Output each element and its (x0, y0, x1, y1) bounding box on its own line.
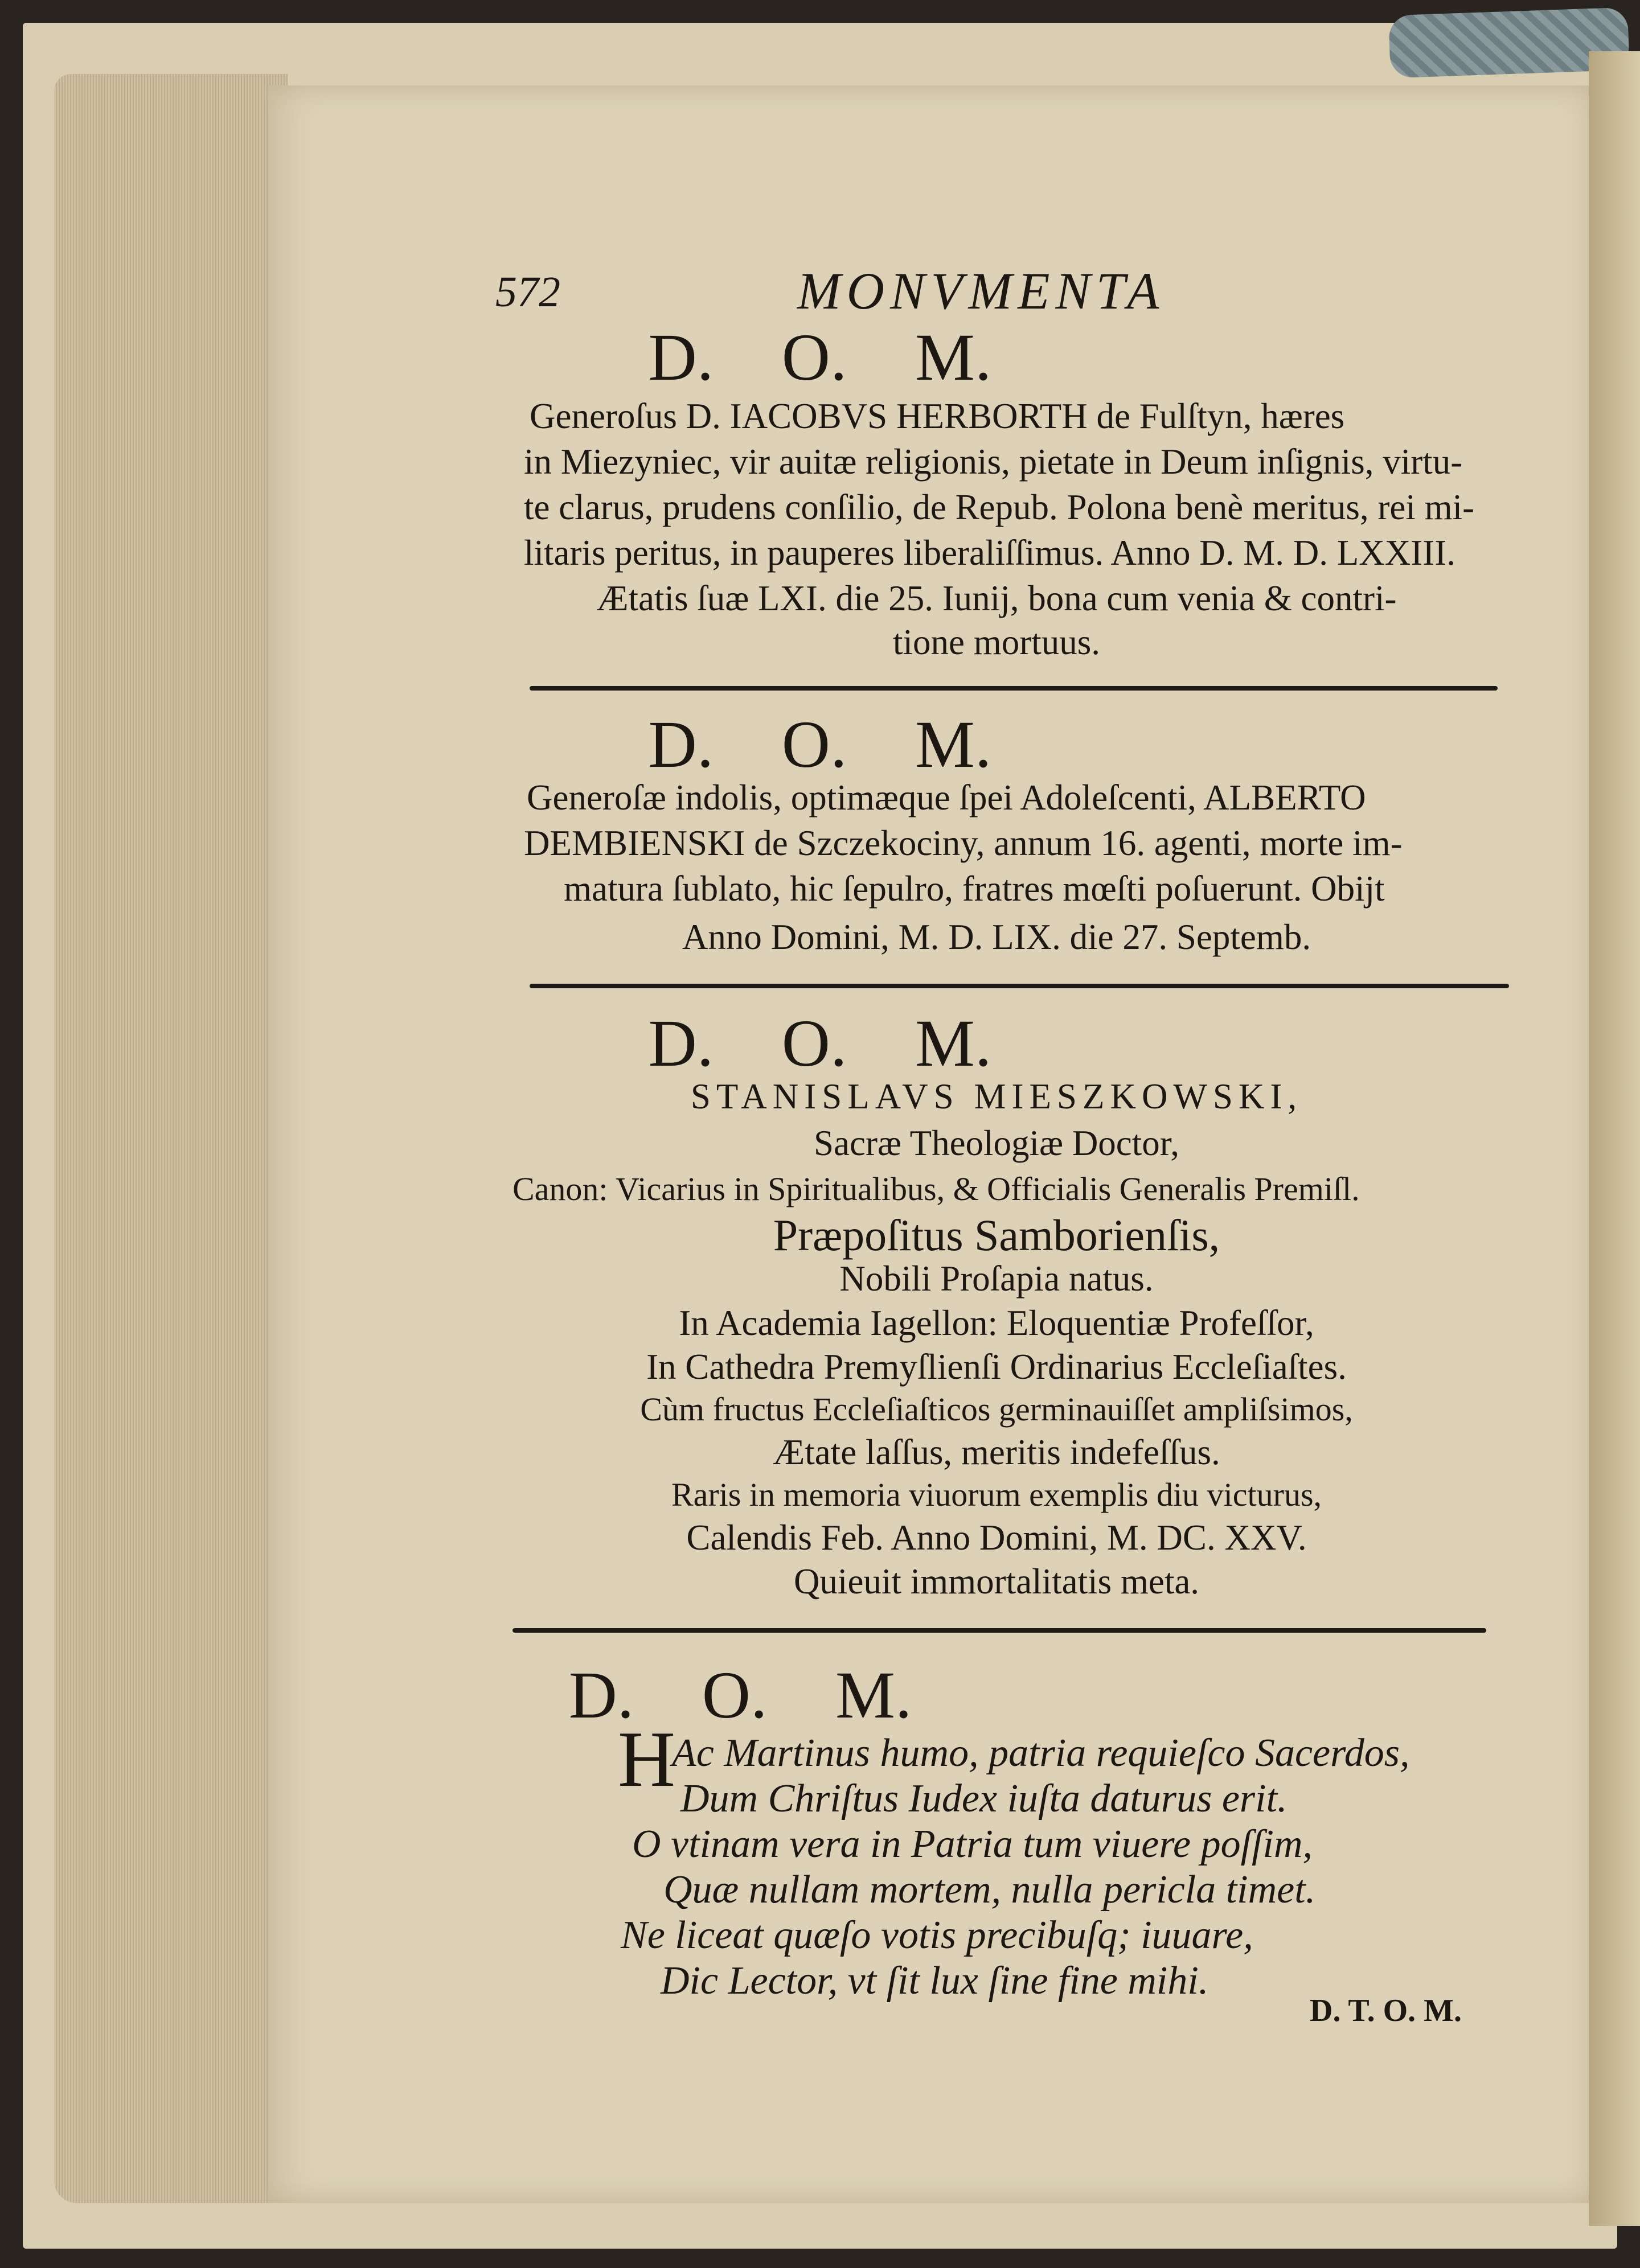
inscription-1-line-6: tione mortuus. (893, 622, 1100, 662)
inscription-1-heading: D. O. M. (648, 320, 992, 395)
inscription-3-line-7: In Cathedra Premyſlienſi Ordinarius Eccleſiaſtes. (646, 1347, 1347, 1387)
poem-line-6: Dic Lector, vt ſit lux ſine fine mihi. (661, 1959, 1209, 2003)
inscription-3-line-5: Nobili Proſapia natus. (839, 1259, 1154, 1299)
poem-line-4: Quæ nullam mortem, nulla pericla timet. (663, 1868, 1316, 1912)
poem-line-2: Dum Chriſtus Iudex iuſta daturus erit. (680, 1777, 1288, 1821)
inscription-3-line-1: STANISLAVS MIESZKOWSKI, (690, 1077, 1303, 1116)
inscription-3-line-4: Præpoſitus Samborienſis, (773, 1210, 1220, 1260)
inscription-3-line-9: Ætate laſſus, meritis indefeſſus. (773, 1432, 1220, 1472)
inscription-3-line-3: Canon: Vicarius in Spiritualibus, & Officialis Generalis Premiſl. (512, 1170, 1360, 1207)
divider-rule (530, 984, 1509, 988)
poem-line-5: Ne liceat quæſo votis precibuſq; iuuare, (621, 1913, 1253, 1957)
inscription-4-heading: D. O. M. (568, 1658, 912, 1732)
inscription-1-line-4: litaris peritus, in pauperes liberaliſſimus. Anno D. M. D. LXXIII. (524, 533, 1456, 573)
inscription-2-line-2: DEMBIENSKI de Szczekociny, annum 16. agenti, morte im- (524, 823, 1403, 863)
inscription-2-heading: D. O. M. (648, 707, 992, 782)
drop-cap-initial: H (618, 1715, 676, 1803)
inscription-3-line-10: Raris in memoria viuorum exemplis diu victurus, (671, 1476, 1322, 1513)
inscription-3-line-12: Quieuit immortalitatis meta. (793, 1562, 1200, 1601)
poem-line-1: Ac Martinus humo, patria requieſco Sacerdos, (672, 1731, 1410, 1775)
inscription-3-line-6: In Academia Iagellon: Eloquentiæ Profeſſor, (679, 1303, 1314, 1343)
catchword: D. T. O. M. (1310, 1993, 1462, 2028)
divider-rule (512, 1628, 1486, 1633)
divider-rule (530, 686, 1498, 691)
inscription-3-heading: D. O. M. (648, 1006, 992, 1080)
page-number: 572 (495, 268, 560, 316)
inscription-2-line-4: Anno Domini, M. D. LIX. die 27. Septemb. (682, 917, 1311, 957)
inscription-1-line-3: te clarus, prudens conſilio, de Repub. Polona benè meritus, rei mi- (524, 487, 1475, 527)
inscription-2-line-1: Generoſæ indolis, optimæque ſpei Adoleſcenti, ALBERTO (527, 778, 1366, 817)
inscription-1-line-5: Ætatis ſuæ LXI. die 25. Iunij, bona cum venia & contri- (596, 578, 1397, 618)
inscription-3-line-2: Sacræ Theologiæ Doctor, (814, 1123, 1179, 1163)
inscription-1-line-1: Generoſus D. IACOBVS HERBORTH de Fulſtyn, hæres (530, 396, 1345, 436)
inscription-3-line-11: Calendis Feb. Anno Domini, M. DC. XXV. (686, 1518, 1307, 1558)
running-title: MONVMENTA (797, 262, 1165, 320)
inscription-1-line-2: in Miezyniec, vir auitæ religionis, pietate in Deum inſignis, virtu- (524, 442, 1463, 482)
inscription-3-line-8: Cùm fructus Eccleſiaſticos germinauiſſet ampliſsimos, (640, 1391, 1353, 1428)
inscription-2-line-3: matura ſublato, hic ſepulro, fratres mœſti poſuerunt. Obijt (564, 869, 1385, 909)
poem-line-3: O vtinam vera in Patria tum viuere poſſim, (632, 1822, 1313, 1866)
